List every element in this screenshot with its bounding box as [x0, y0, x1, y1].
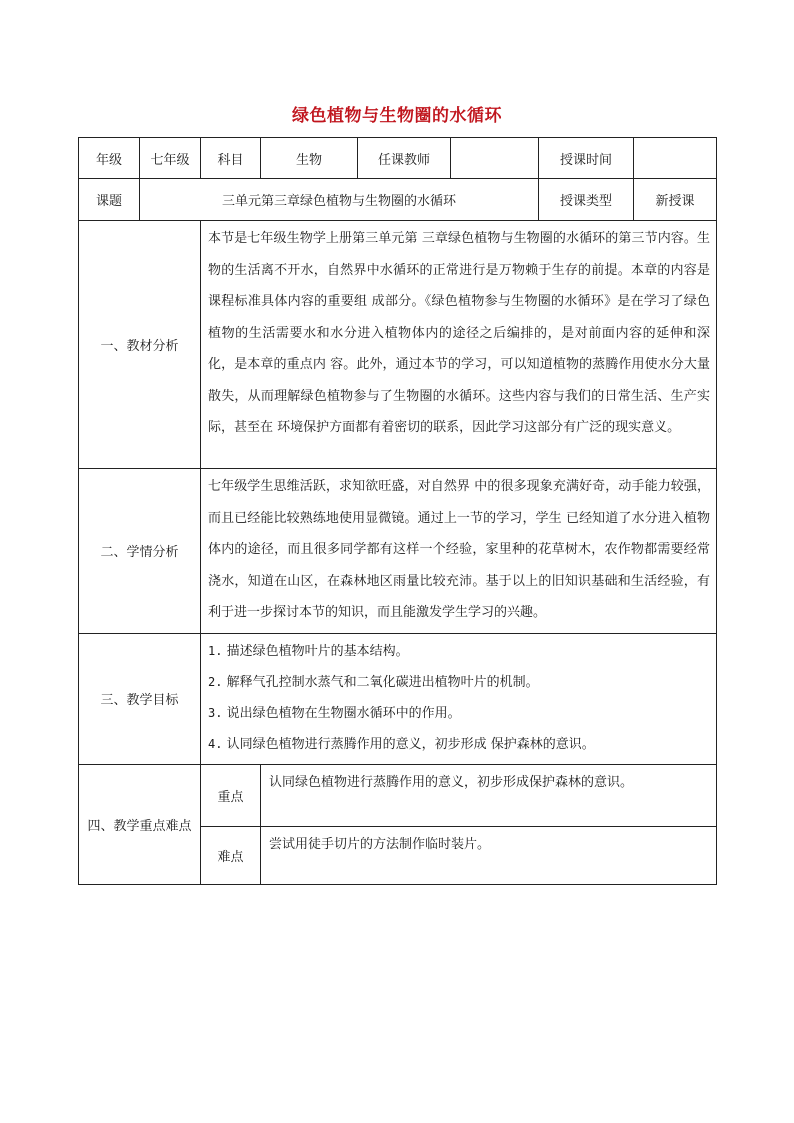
- teacher-value: [451, 138, 539, 179]
- time-value: [634, 138, 717, 179]
- subject-label: 科目: [201, 138, 261, 179]
- difficult-point-text: 尝试用徒手切片的方法制作临时装片。: [261, 826, 717, 884]
- key-point-row: [79, 764, 717, 826]
- document-title: 绿色植物与生物圈的水循环: [292, 106, 502, 126]
- topic-label: 课题: [79, 179, 140, 221]
- grade-value: 七年级: [140, 138, 201, 179]
- lesson-plan-table: [78, 137, 717, 885]
- topic-value: 三单元第三章绿色植物与生物圈的水循环: [140, 179, 539, 221]
- type-label: 授课类型: [539, 179, 634, 221]
- objectives-label: 三、教学目标: [79, 633, 201, 764]
- key-point-label: 重点: [201, 764, 261, 826]
- grade-label: 年级: [79, 138, 140, 179]
- subject-value: 生物: [261, 138, 358, 179]
- teacher-label: 任课教师: [358, 138, 451, 179]
- objective-item: 1. 描述绿色植物叶片的基本结构。: [208, 643, 409, 659]
- material-analysis-row: [79, 221, 717, 469]
- objectives-row: [79, 633, 717, 764]
- student-analysis-text: 七年级学生思维活跃，求知欲旺盛，对自然界 中的很多现象充满好奇，动手能力较强，而且已经能比较熟练地使用显微镜。通过上一节的学习，学生 已经知道了水分进入植物体内的途径，而且很多同学都有这样一个经验，家里种的花草树木，农作物都需要经常浇水，知道在山区，在森林地区雨量比较充沛。基于以上的旧知识基础和生活经验，有利于进一步探讨本节的知识，而且能激发学生学习的兴趣。: [201, 469, 717, 634]
- material-analysis-text: 本节是七年级生物学上册第三单元第 三章绿色植物与生物圈的水循环的第三节内容。生物的生活离不开水，自然界中水循环的正常进行是万物赖于生存的前提。本章的内容是课程标准具体内容的重要组 成部分。《绿色植物参与生物圈的水循环》是在学习了绿色植物的生活需要水和水分进入植物体内的途径之后编排的，是对前面内容的延伸和深化，是本章的重点内 容。此外，通过本节的学习，可以知道植物的蒸腾作用使水分大量散失，从而理解绿色植物参与了生物圈的水循环。这些内容与我们的日常生活、生产实际，甚至在 环境保护方面都有着密切的联系，因此学习这部分有广泛的现实意义。: [201, 221, 717, 469]
- type-value: 新授课: [634, 179, 717, 221]
- header-row-2: [79, 179, 717, 221]
- objective-item: 2. 解释气孔控制水蒸气和二氧化碳进出植物叶片的机制。: [208, 674, 539, 690]
- key-points-label: 四、教学重点难点: [79, 764, 201, 884]
- objective-item: 4. 认同绿色植物进行蒸腾作用的意义，初步形成 保护森林的意识。: [208, 736, 595, 752]
- time-label: 授课时间: [539, 138, 634, 179]
- difficult-point-label: 难点: [201, 826, 261, 884]
- objective-item: 3. 说出绿色植物在生物圈水循环中的作用。: [208, 705, 461, 721]
- header-row-1: [79, 138, 717, 179]
- key-point-text: 认同绿色植物进行蒸腾作用的意义，初步形成保护森林的意识。: [261, 764, 717, 826]
- material-analysis-label: 一、教材分析: [79, 221, 201, 469]
- objectives-list: [201, 633, 717, 764]
- student-analysis-label: 二、学情分析: [79, 469, 201, 634]
- student-analysis-row: [79, 469, 717, 634]
